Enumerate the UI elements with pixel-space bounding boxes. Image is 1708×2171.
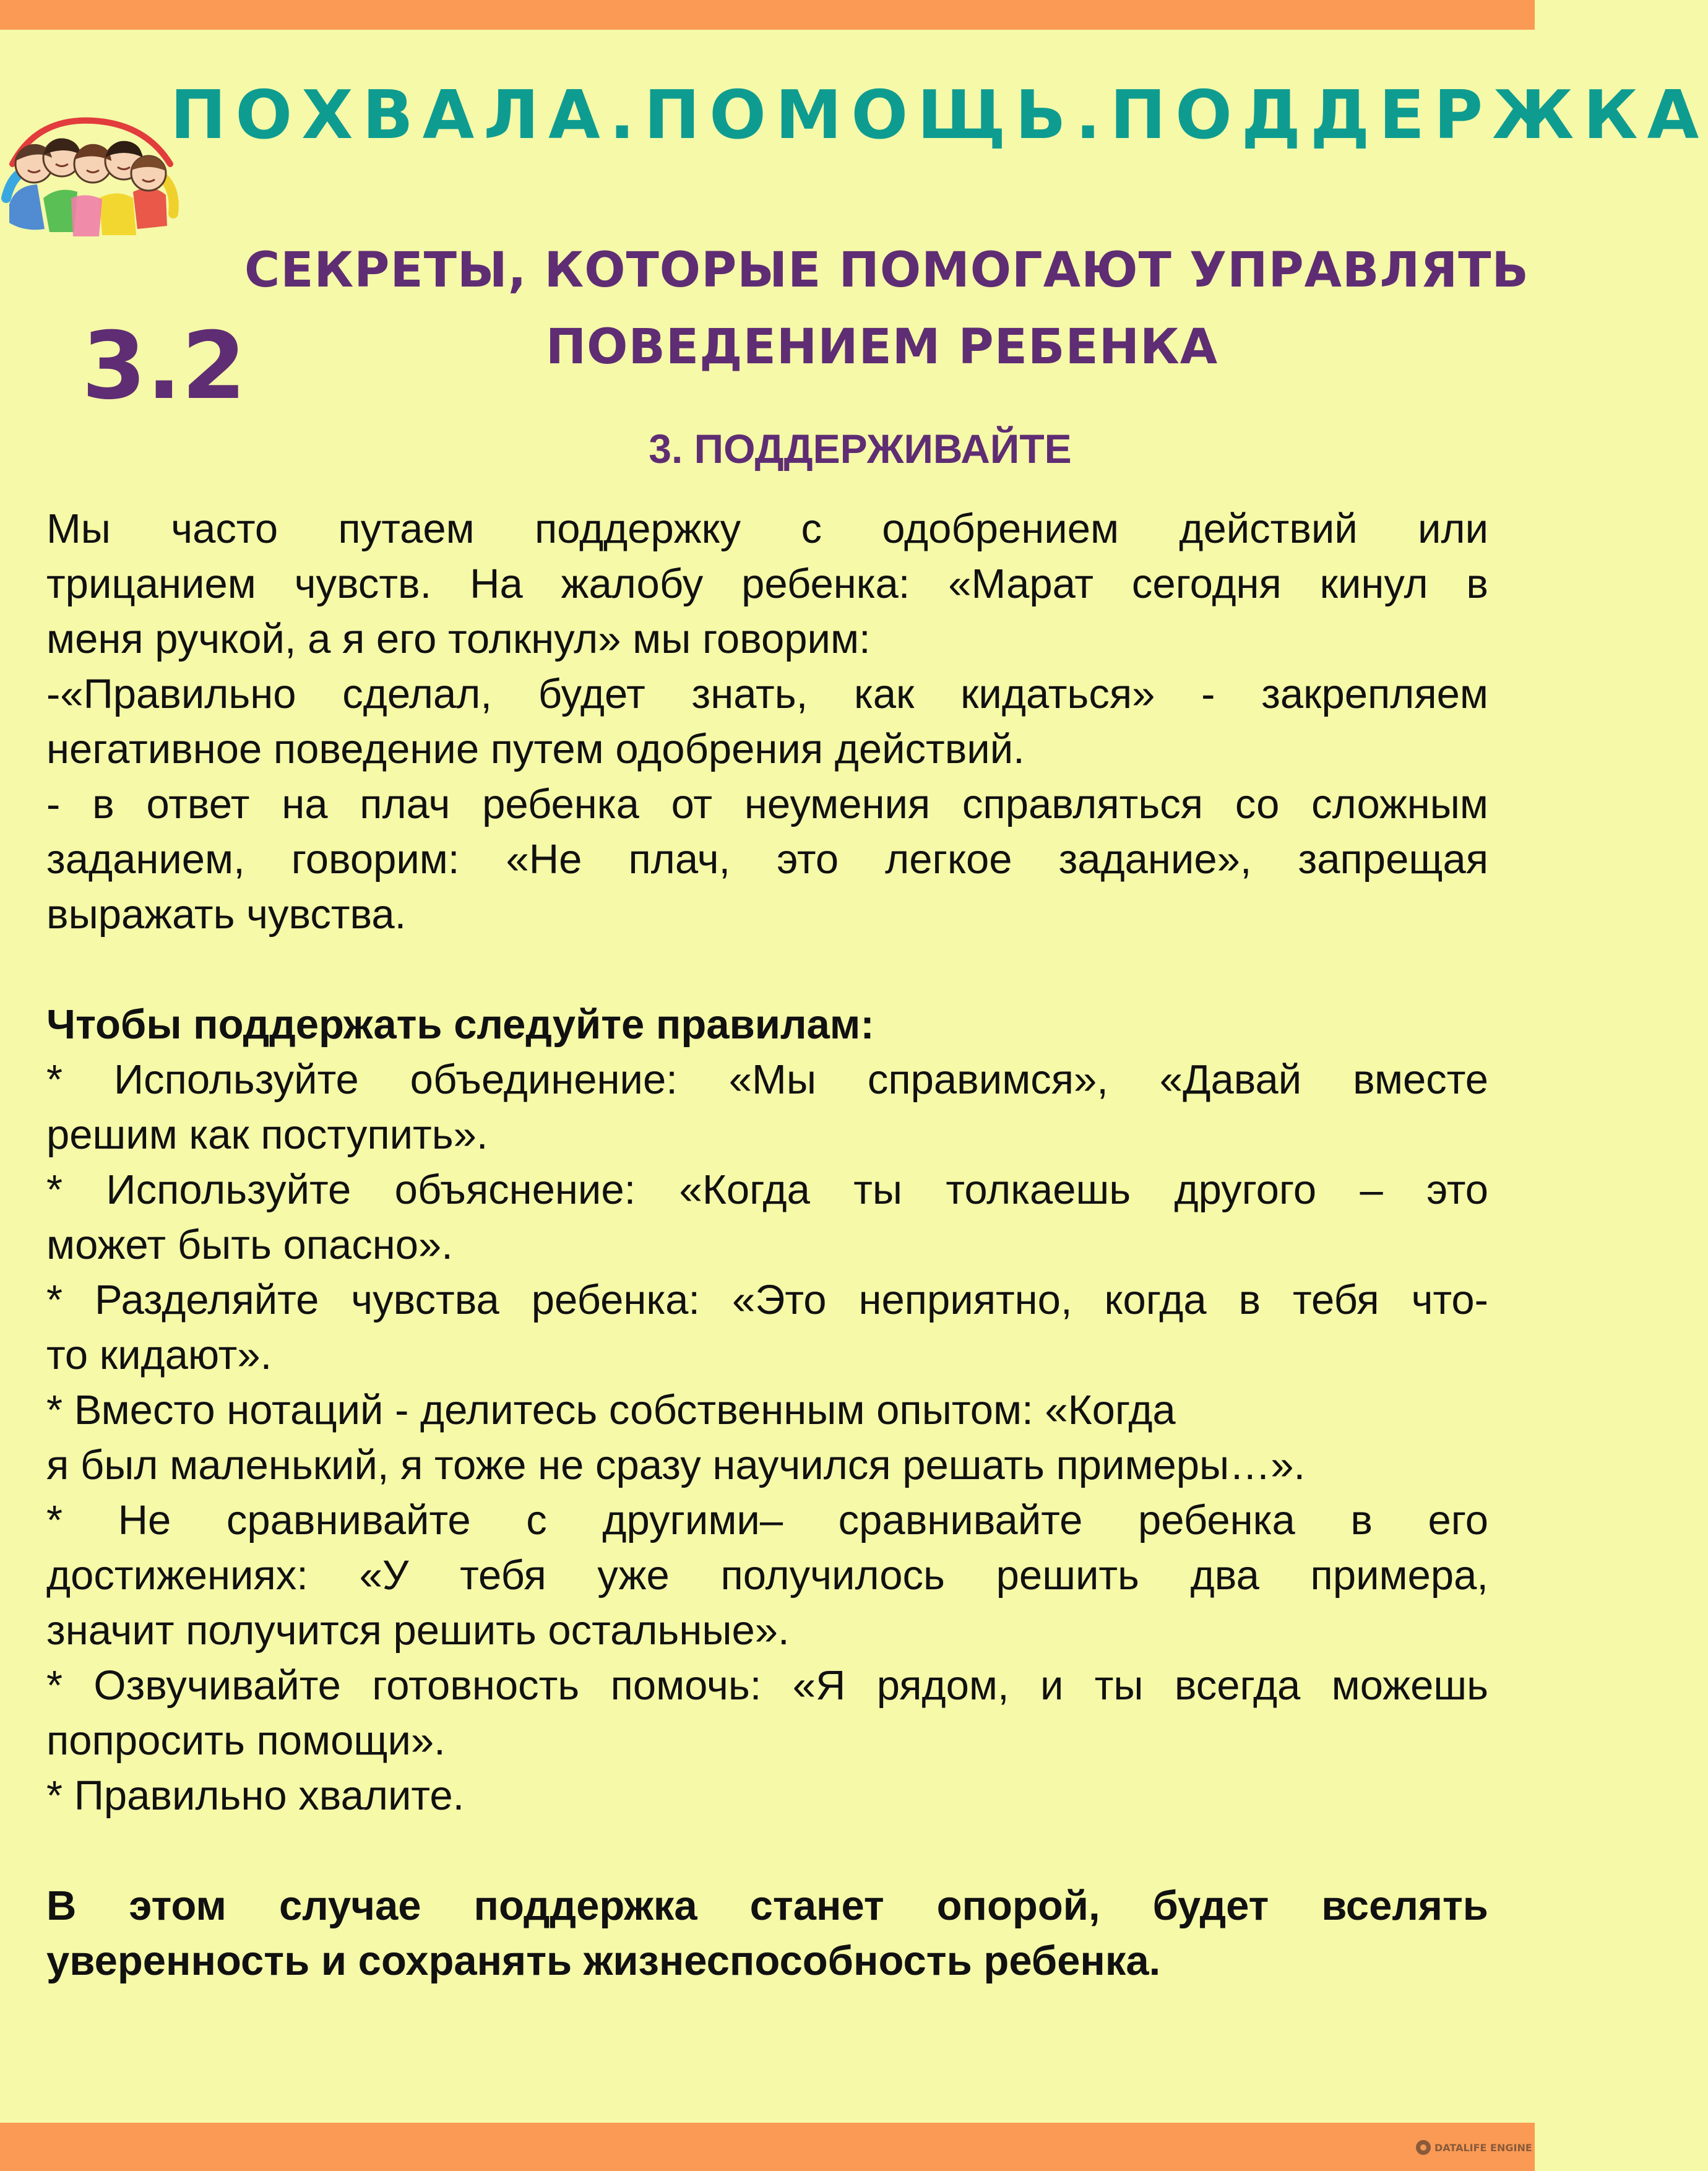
conclusion-line: В этом случае поддержка станет опорой, будет вселять <box>46 1883 1488 1929</box>
watermark <box>1416 2138 1532 2157</box>
bottom-accent-bar <box>0 2123 1535 2171</box>
rule-line: * Используйте объединение: «Мы справимся», «Давай вместе <box>46 1056 1488 1103</box>
subtitle <box>244 232 1529 386</box>
paragraph-gap <box>46 942 1488 997</box>
rule-line: может быть опасно». <box>46 1222 453 1268</box>
rule-line: попросить помощи». <box>46 1717 446 1764</box>
section-number: 3.2 <box>82 313 246 420</box>
rule-line: * Вместо нотаций - делитесь собственным опытом: «Когда <box>46 1387 1176 1433</box>
intro-line: заданием, говорим: «Не плач, это легкое задание», запрещая <box>46 836 1488 883</box>
children-group-icon <box>0 105 186 248</box>
intro-line: трицанием чувств. На жалобу ребенка: «Марат сегодня кинул в <box>46 561 1488 607</box>
subtitle-line: СЕКРЕТЫ, КОТОРЫЕ ПОМОГАЮТ УПРАВЛЯТЬ <box>244 243 1529 298</box>
rules-heading: Чтобы поддержать следуйте правилам: <box>46 1001 874 1048</box>
top-accent-bar <box>0 0 1535 30</box>
point-heading: 3. ПОДДЕРЖИВАЙТЕ <box>649 426 1072 472</box>
rule-line: * Используйте объяснение: «Когда ты толкаешь другого – это <box>46 1167 1488 1213</box>
rule-line: то кидают». <box>46 1332 272 1378</box>
intro-line: -«Правильно сделал, будет знать, как кидаться» - закрепляем <box>46 671 1488 717</box>
body-text <box>46 501 1488 1988</box>
rule-line: достижениях: «У тебя уже получилось решить два примера, <box>46 1552 1488 1599</box>
rule-line: решим как поступить». <box>46 1111 488 1158</box>
paragraph-gap <box>46 1823 1488 1878</box>
intro-line: выражать чувства. <box>46 891 407 938</box>
rule-line: значит получится решить остальные». <box>46 1607 790 1654</box>
rule-line: * Разделяйте чувства ребенка: «Это неприятно, когда в тебя что- <box>46 1277 1488 1323</box>
intro-line: - в ответ на плач ребенка от неумения справляться со сложным <box>46 781 1488 827</box>
rule-line: я был маленький, я тоже не сразу научился решать примеры…». <box>46 1442 1306 1488</box>
rule-line: * Озвучивайте готовность помочь: «Я рядом, и ты всегда можешь <box>46 1662 1488 1709</box>
subtitle-line: ПОВЕДЕНИЕМ РЕБЕНКА <box>545 319 1218 375</box>
watermark-text: DATALIFE ENGINE <box>1434 2141 1532 2154</box>
intro-line: меня ручкой, а я его толкнул» мы говорим: <box>46 616 871 662</box>
page-title: ПОХВАЛА.ПОМОЩЬ.ПОДДЕРЖКА <box>170 77 1708 154</box>
intro-line: негативное поведение путем одобрения действий. <box>46 726 1025 772</box>
rule-line: * Правильно хвалите. <box>46 1772 465 1819</box>
conclusion-line: уверенность и сохранять жизнеспособность ребенка. <box>46 1938 1161 1984</box>
intro-line: Мы часто путаем поддержку с одобрением действий или <box>46 506 1488 552</box>
watermark-logo-icon <box>1416 2140 1431 2155</box>
rule-line: * Не сравнивайте с другими– сравнивайте ребенка в его <box>46 1497 1488 1543</box>
